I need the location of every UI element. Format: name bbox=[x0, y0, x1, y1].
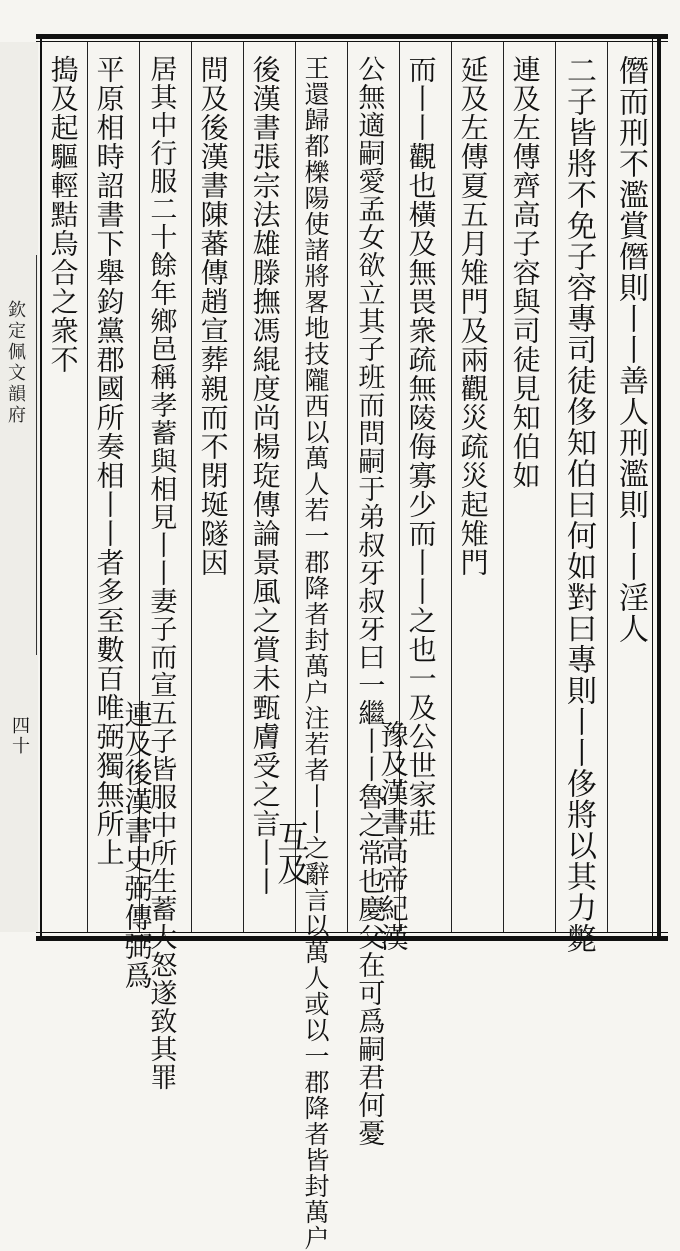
text-column-9: 問及後漢書陳蕃傳趙宣葬親而不閉埏隧因 bbox=[196, 55, 230, 577]
column-rule bbox=[555, 42, 556, 932]
column-rule bbox=[503, 42, 504, 932]
margin-rule bbox=[36, 255, 37, 655]
frame-right bbox=[657, 34, 661, 941]
text-column-3: 連及左傳齊高子容與司徒見知伯如 bbox=[508, 55, 542, 490]
column-rule bbox=[243, 42, 244, 932]
column-rule bbox=[87, 42, 88, 932]
book-title: 欽定佩文韻府 bbox=[5, 300, 26, 426]
column-rule bbox=[451, 42, 452, 932]
column-rule bbox=[295, 42, 296, 932]
frame-top bbox=[36, 34, 668, 39]
text-column-6: 公無適嗣愛孟女欲立其子班而問嗣于弟叔牙叔牙曰一繼丨丨魯之常也慶父在可爲嗣君何憂 bbox=[353, 55, 385, 1147]
frame-right-inner bbox=[652, 34, 653, 941]
text-column-1: 僭而刑不濫賞僭則丨丨善人刑濫則丨丨淫人 bbox=[613, 55, 648, 644]
text-column-8: 後漢書張宗法雄滕撫馮緄度尚楊琁傳論景風之賞未甄膚受之言丨丨 bbox=[248, 55, 282, 896]
margin-strip bbox=[0, 42, 38, 932]
frame-top-inner bbox=[36, 41, 668, 42]
text-column-10: 居其中行服二十餘年鄉邑稱孝蓄與相見丨丨妻子而宣五子皆服中所生蓄大怒遂致其罪 bbox=[145, 55, 177, 1091]
text-column-5: 而丨丨觀也橫及無畏衆疏無陵侮寡少而丨丨之也一及公世家莊 bbox=[404, 55, 438, 838]
text-column-12: 搗及起驅輕黠烏合之衆不 bbox=[46, 55, 80, 374]
column-rule bbox=[191, 42, 192, 932]
heading-lian-ji: 連及後漢書史弼傳弼爲 bbox=[120, 700, 154, 990]
column-rule bbox=[607, 42, 608, 932]
text-column-2: 二子皆將不免子容專司徒侈知伯曰何如對曰專則丨丨侈將以其力斃 bbox=[561, 55, 596, 954]
text-column-7: 王還歸都櫟陽使諸將畧地技隴西以萬人若一郡降者封萬户注若者丨丨之辭言以萬人或以一郡降者皆封萬户 bbox=[301, 55, 330, 1251]
column-rule bbox=[347, 42, 348, 932]
frame-left bbox=[40, 34, 42, 941]
text-column-11: 平原相時詔書下舉鈞黨郡國所奏相丨丨者多至數百唯弼獨無所上 bbox=[92, 55, 126, 867]
heading-hu-ji: 互及 bbox=[272, 820, 311, 886]
page-number: 四十 bbox=[9, 716, 30, 756]
heading-yu-ji: 豫及漢書高帝紀漢 bbox=[376, 720, 410, 952]
text-column-4: 延及左傳夏五月雉門及兩觀災疏災起雉門 bbox=[456, 55, 490, 577]
